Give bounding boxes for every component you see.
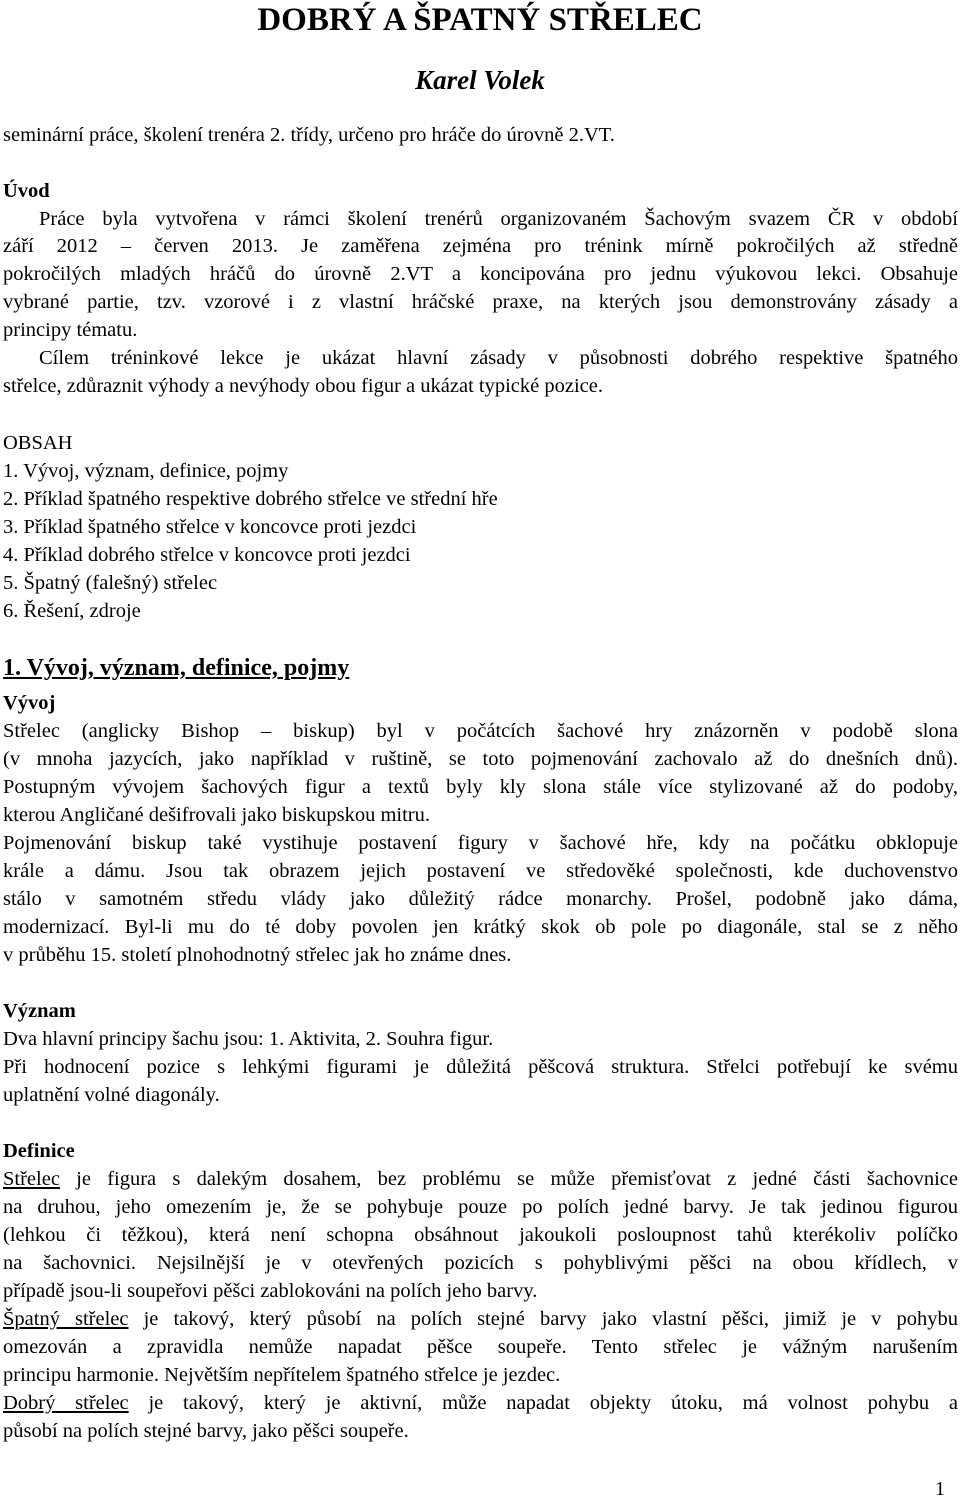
definition-line	[3, 1389, 958, 1417]
author-name: Karel Volek	[415, 65, 545, 95]
definition-line: principu harmonie. Největším nepřítelem špatného střelce je jezdec.	[3, 1364, 561, 1386]
paragraph-line: (v mnoha jazycích, jako například v ruštině, se toto pojmenování zachovalo až do dnešních dnů).	[3, 748, 958, 770]
page-number: 1	[935, 1478, 945, 1500]
term-spatny-strelec: Špatný střelec	[3, 1308, 129, 1330]
intro-line: principy tématu.	[3, 319, 138, 341]
paragraph-line: Pojmenování biskup také vystihuje postavení figury v šachové hře, kdy na počátku obklopuje	[3, 832, 958, 854]
subsection-heading-definice: Definice	[3, 1140, 75, 1162]
paragraph-line: uplatnění volné diagonály.	[3, 1084, 220, 1106]
definition-line: omezován a zpravidla nemůže napadat pěšce soupeře. Tento střelec je vážným narušením	[3, 1336, 958, 1358]
definition-text: je takový, který působí na polích stejné barvy jako vlastní pěšci, jimiž je v pohybu	[128, 1308, 958, 1330]
subsection-heading-vyvoj: Vývoj	[3, 692, 56, 714]
paragraph-line: Postupným vývojem šachových figur a textů byly kly slona stále více stylizované až do podoby,	[3, 776, 958, 798]
intro-heading: Úvod	[3, 180, 50, 202]
paragraph-line: Při hodnocení pozice s lehkými figurami je důležitá pěšcová struktura. Střelci potřebují ke svému	[3, 1056, 958, 1078]
document-title: DOBRÝ A ŠPATNÝ STŘELEC	[257, 2, 703, 38]
document-subtitle: seminární práce, školení trenéra 2. třídy, určeno pro hráče do úrovně 2.VT.	[3, 124, 615, 146]
paragraph-line: krále a dámu. Jsou tak obrazem jejich postavení ve středověké společnosti, kde duchovenstvo	[3, 860, 958, 882]
toc-item: 4. Příklad dobrého střelce v koncovce proti jezdci	[3, 544, 411, 566]
intro-line: září 2012 – červen 2013. Je zaměřena zejména pro trénink mírně pokročilých až středně	[3, 235, 958, 257]
toc-item: 1. Vývoj, význam, definice, pojmy	[3, 460, 289, 482]
toc-item: 3. Příklad špatného střelce v koncovce proti jezdci	[3, 516, 417, 538]
subsection-heading-vyznam: Význam	[3, 1000, 76, 1022]
intro-line: Práce byla vytvořena v rámci školení trenérů organizovaném Šachovým svazem ČR v období	[39, 208, 958, 230]
toc-item: 5. Špatný (falešný) střelec	[3, 572, 218, 594]
paragraph-line: stálo v samotném středu vlády jako důležitý rádce monarchy. Prošel, podobně jako dáma,	[3, 888, 958, 910]
paragraph-line: modernizací. Byl-li mu do té doby povolen jen krátký skok ob pole po diagonále, stal se z něho	[3, 916, 958, 938]
definition-line: působí na polích stejné barvy, jako pěšci soupeře.	[3, 1420, 409, 1442]
intro-line: Cílem tréninkové lekce je ukázat hlavní zásady v působnosti dobrého respektive špatného	[39, 347, 958, 369]
definition-line: případě jsou-li soupeřovi pěšci zablokováni na polích jeho barvy.	[3, 1280, 538, 1302]
term-dobry-strelec: Dobrý střelec	[3, 1392, 129, 1414]
toc-heading: OBSAH	[3, 432, 73, 454]
toc-item: 2. Příklad špatného respektive dobrého střelce ve střední hře	[3, 488, 498, 510]
toc-item: 6. Řešení, zdroje	[3, 600, 141, 622]
intro-line: pokročilých mladých hráčů do úrovně 2.VT a koncipována pro jednu výukovou lekci. Obsahuje	[3, 263, 958, 285]
paragraph-line: Dva hlavní principy šachu jsou: 1. Aktivita, 2. Souhra figur.	[3, 1028, 494, 1050]
paragraph-line: Střelec (anglicky Bishop – biskup) byl v počátcích šachové hry znázorněn v podobě slona	[3, 720, 958, 742]
intro-line: střelce, zdůraznit výhody a nevýhody obou figur a ukázat typické pozice.	[3, 375, 603, 397]
definition-line: na šachovnici. Nejsilnější je v otevřených pozicích s pohyblivými pěšci na obou křídlech, v	[3, 1252, 958, 1274]
section-heading: 1. Vývoj, význam, definice, pojmy	[3, 655, 350, 681]
term-strelec: Střelec	[3, 1168, 60, 1190]
definition-text: je takový, který je aktivní, může napadat objekty útoku, má volnost pohybu a	[128, 1392, 959, 1414]
intro-line: vybrané partie, tzv. vzorové i z vlastní hráčské praxe, na kterých jsou demonstrovány zásady a	[3, 291, 958, 313]
definition-line	[3, 1165, 958, 1193]
definition-line: (lehkou či těžkou), která není schopna obsáhnout jakoukoli posloupnost tahů kterékoliv políčko	[3, 1224, 958, 1246]
definition-line: na druhou, jeho omezením je, že se pohybuje pouze po polích jedné barvy. Je tak jedinou figurou	[3, 1196, 958, 1218]
definition-text: je figura s dalekým dosahem, bez problému se může přemisťovat z jedné části šachovnice	[59, 1168, 958, 1190]
paragraph-line: kterou Angličané dešifrovali jako biskupskou mitru.	[3, 804, 431, 826]
paragraph-line: v průběhu 15. století plnohodnotný střelec jak ho známe dnes.	[3, 944, 512, 966]
definition-line	[3, 1305, 958, 1333]
